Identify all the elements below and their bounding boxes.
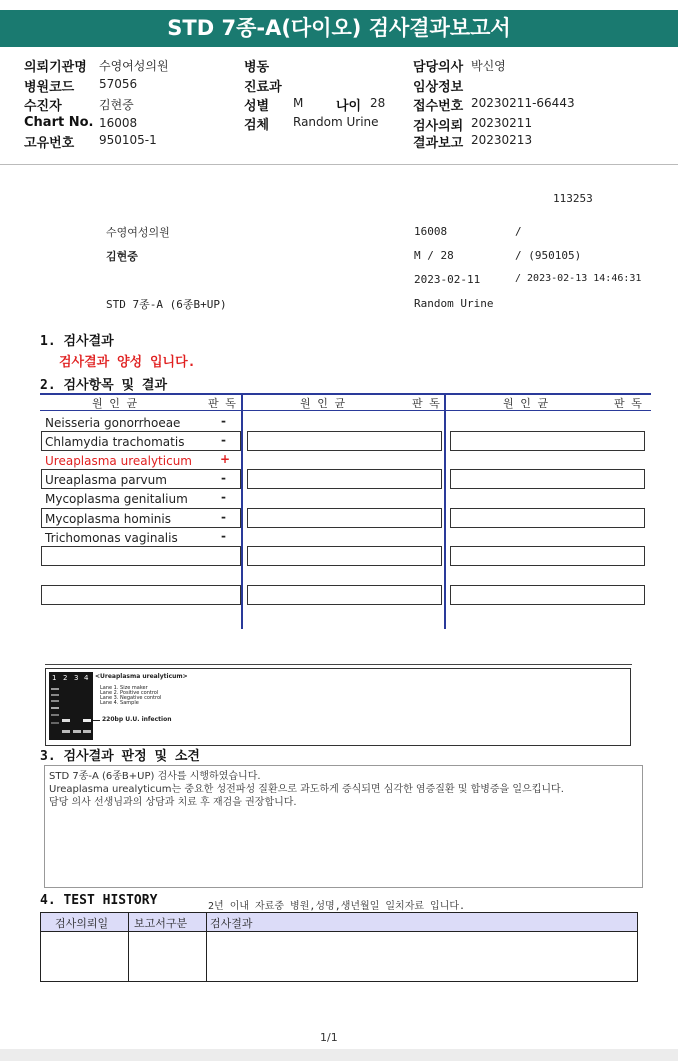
positive-result-text: 검사결과 양성 입니다. — [59, 355, 196, 370]
col-res-header-2: 판 독 — [412, 397, 440, 410]
info-birth: / (950105) — [515, 249, 582, 262]
dept-label: 진료과 — [244, 80, 282, 95]
comment-line: STD 7종-A (6종B+UP) 검사를 시행하였습니다. — [49, 771, 261, 782]
info-hospital: 수영여성의원 — [106, 226, 170, 239]
gel-image — [49, 672, 93, 740]
age-value: 28 — [370, 96, 386, 110]
primer-band — [62, 730, 70, 733]
organism-name: Mycoplasma hominis — [45, 512, 171, 526]
receipt-no-value: 20230211-66443 — [471, 96, 575, 110]
empty-cell — [247, 469, 442, 489]
organism-name: Chlamydia trachomatis — [45, 435, 185, 449]
lane-label: 2 — [63, 674, 68, 682]
organism-result: - — [221, 433, 226, 447]
primer-band — [83, 730, 91, 733]
gel-caption: <Ureaplasma urealyticum> — [95, 673, 188, 680]
comment-box — [44, 765, 643, 888]
info-slash: / — [515, 225, 522, 238]
lane-label: 1 — [52, 674, 57, 682]
grid-divider-2 — [444, 393, 446, 629]
info-specimen: Random Urine — [414, 297, 494, 310]
doctor-value: 박신영 — [471, 59, 506, 73]
info-chart: 16008 — [414, 225, 448, 238]
col-res-header-1: 판 독 — [208, 397, 236, 410]
sex-value: M — [293, 96, 304, 110]
empty-cell — [450, 508, 645, 528]
report-number: 113253 — [553, 192, 593, 205]
unique-no-value: 950105-1 — [99, 133, 157, 147]
gel-legend-item: Lane 1. Size maker — [100, 685, 148, 691]
history-header-row — [41, 913, 637, 932]
ladder-band — [51, 707, 59, 709]
comment-text — [49, 770, 564, 809]
organism-name: Trichomonas vaginalis — [45, 531, 178, 545]
report-label: 결과보고 — [413, 136, 464, 151]
empty-cell — [247, 431, 442, 451]
organism-result-positive: + — [220, 452, 231, 466]
ladder-band — [51, 688, 59, 690]
organism-result: - — [221, 414, 226, 428]
section1-title: 1. 검사결과 — [40, 334, 114, 349]
report-title: STD 7종-A(다이오) 검사결과보고서 — [0, 10, 678, 47]
organism-result: - — [221, 510, 226, 524]
info-request-date: 2023-02-11 — [414, 273, 481, 286]
hospital-name-value: 수영여성의원 — [99, 59, 169, 73]
organism-name-positive: Ureaplasma urealyticum — [45, 454, 192, 468]
empty-cell — [247, 508, 442, 528]
organism-result: - — [221, 490, 226, 504]
doctor-label: 담당의사 — [413, 60, 464, 75]
lane-label: 3 — [74, 674, 79, 682]
band-label: 220bp U.U. infection — [102, 716, 172, 723]
empty-cell — [247, 546, 442, 566]
organism-name: Ureaplasma parvum — [45, 473, 167, 487]
section2-title: 2. 검사항목 및 결과 — [40, 378, 168, 393]
ladder-band — [51, 722, 59, 724]
organism-result: - — [221, 529, 226, 543]
gel-legend-item: Lane 4. Sample — [100, 700, 139, 706]
organism-name: Neisseria gonorrhoeae — [45, 416, 181, 430]
request-value: 20230211 — [471, 116, 533, 130]
gel-top-line — [45, 664, 632, 665]
empty-cell — [450, 585, 645, 605]
primer-band — [73, 730, 81, 733]
grid-divider-1 — [241, 393, 243, 629]
empty-cell — [450, 431, 645, 451]
empty-cell — [450, 469, 645, 489]
info-report-datetime: / 2023-02-13 14:46:31 — [515, 273, 642, 284]
receipt-no-label: 접수번호 — [413, 99, 464, 114]
ladder-band — [51, 694, 59, 696]
hospital-code-label: 병원코드 — [24, 80, 75, 95]
sample-band — [83, 719, 91, 722]
empty-cell — [247, 585, 442, 605]
hospital-code-value: 57056 — [99, 77, 138, 91]
history-col-divider — [128, 913, 129, 981]
lane-label: 4 — [84, 674, 89, 682]
specimen-label: 검체 — [244, 118, 270, 133]
history-note: 2년 이내 자료중 병원,성명,생년월일 일치자료 입니다. — [208, 901, 466, 912]
col-org-header-2: 원 인 균 — [300, 397, 346, 410]
page-number: 1/1 — [320, 1031, 338, 1044]
section3-title: 3. 검사결과 판정 및 소견 — [40, 749, 200, 764]
col-res-header-3: 판 독 — [614, 397, 642, 410]
specimen-value: Random Urine — [293, 115, 379, 129]
patient-value: 김현중 — [99, 98, 134, 112]
organism-result: - — [221, 471, 226, 485]
chart-no-label: Chart No. — [24, 115, 94, 130]
hospital-name-label: 의뢰기관명 — [24, 60, 87, 75]
history-col-divider — [206, 913, 207, 981]
history-col-result: 검사결과 — [210, 917, 253, 930]
gel-legend-item: Lane 2. Positive control — [100, 690, 159, 696]
positive-control-band — [62, 719, 70, 722]
age-label: 나이 — [336, 99, 362, 114]
empty-row-box — [41, 546, 241, 566]
organism-name: Mycoplasma genitalium — [45, 492, 188, 506]
clinical-info-label: 임상정보 — [413, 80, 464, 95]
patient-label: 수진자 — [24, 99, 62, 114]
history-col-request-date: 검사의뢰일 — [55, 917, 109, 930]
comment-line: Ureaplasma urealyticum는 중요한 성전파성 질환으로 과도하게 증식되면 심각한 염증질환 및 합병증을 일으킵니다. — [49, 784, 564, 795]
ladder-band — [51, 714, 59, 716]
history-col-report-type: 보고서구분 — [134, 917, 188, 930]
sex-label: 성별 — [244, 99, 270, 114]
info-test-name: STD 7종-A (6종B+UP) — [106, 298, 227, 311]
band-pointer-line — [93, 720, 100, 721]
gel-legend-item: Lane 3. Negative control — [100, 695, 162, 701]
gel-legend — [100, 686, 161, 706]
history-table — [40, 912, 638, 982]
comment-line: 담당 의사 선생님과의 상담과 치료 후 재검을 권장합니다. — [49, 797, 297, 808]
col-org-header-1: 원 인 균 — [92, 397, 138, 410]
ladder-band — [51, 700, 59, 702]
chart-no-value: 16008 — [99, 116, 138, 130]
col-org-header-3: 원 인 균 — [503, 397, 549, 410]
empty-cell — [450, 546, 645, 566]
unique-no-label: 고유번호 — [24, 136, 75, 151]
info-sex-age: M / 28 — [414, 249, 454, 262]
report-value: 20230213 — [471, 133, 533, 147]
empty-row-box — [41, 585, 241, 605]
ward-label: 병동 — [244, 60, 270, 75]
section4-title: 4. TEST HISTORY — [40, 893, 158, 908]
header-divider — [0, 164, 678, 165]
request-label: 검사의뢰 — [413, 119, 464, 134]
info-patient: 김현중 — [106, 250, 138, 263]
page-bottom-strip — [0, 1049, 678, 1061]
